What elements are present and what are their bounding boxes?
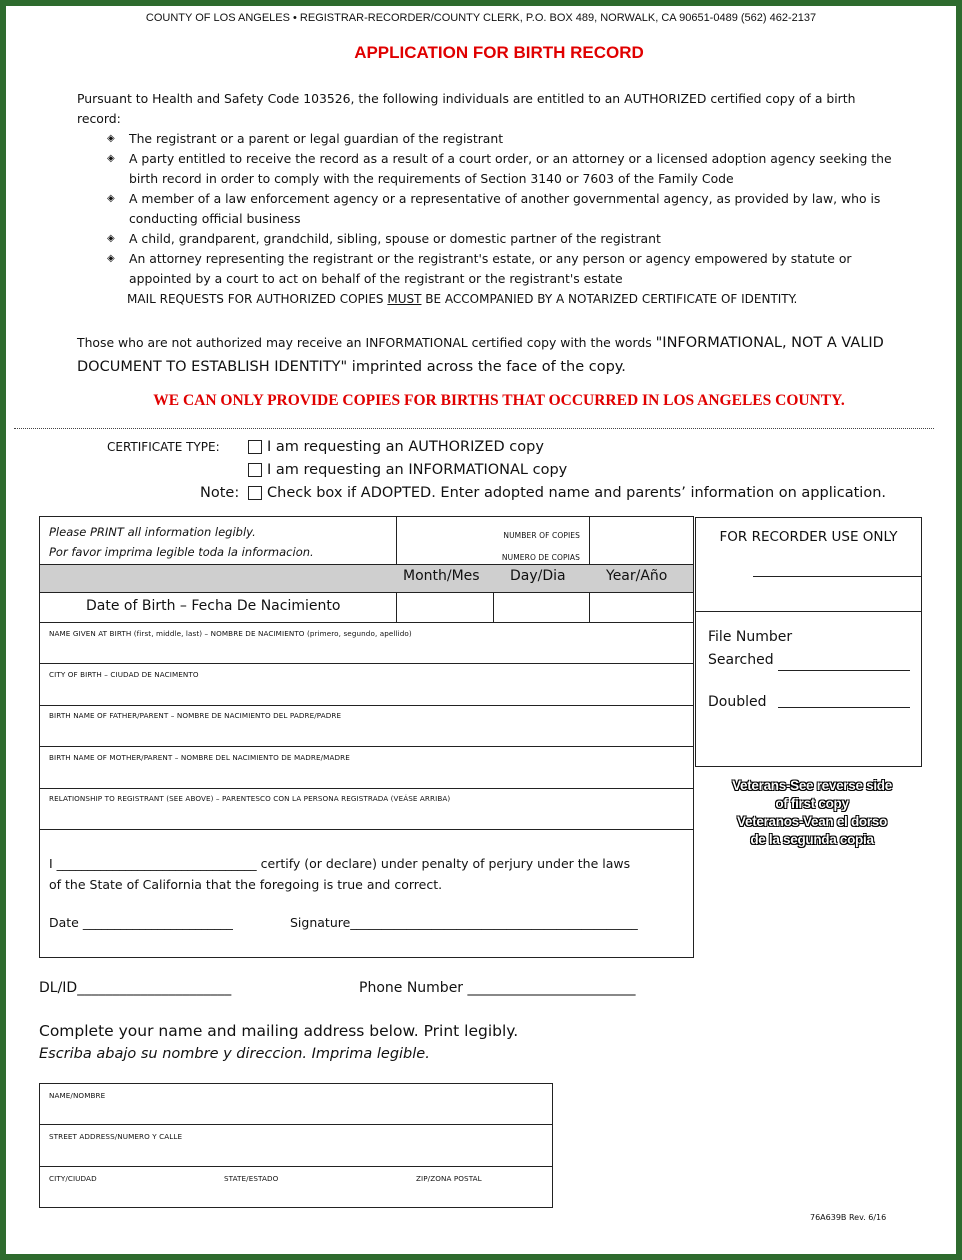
file-number-label: File Number Searched [708,629,793,668]
mail-requirement: MAIL REQUESTS FOR AUTHORIZED COPIES MUST BE ACCOMPANIED BY A NOTARIZED CERTIFICATE OF IDENTITY. [127,292,798,306]
father-name-input[interactable] [41,723,692,745]
mail-name-input[interactable] [40,1102,552,1124]
street-address-label: STREET ADDRESS/NUMERO Y CALLE [49,1132,183,1141]
date-field[interactable]: Date ________________________ [49,915,233,930]
dl-id-field[interactable]: DL/ID______________________ [39,980,232,996]
street-address-input[interactable] [40,1143,552,1165]
perjury-declaration: I ________________________________ certify (or declare) under penalty of perjury under the laws of the State of California that the foregoing is true and correct. [49,856,631,892]
zip-label: ZIP/ZONA POSTAL [416,1174,482,1183]
bullet-icon: ◈ [107,233,115,244]
copies-input[interactable] [592,519,691,561]
copies-label: NUMBER OF COPIES NUMERO DE COPIAS [501,531,580,562]
agency-header: COUNTY OF LOS ANGELES • REGISTRAR-RECORDER/COUNTY CLERK, P.O. BOX 489, NORWALK, CA 90651-0489 (562) 462-2137 [145,12,817,24]
certificate-type-label: CERTIFICATE TYPE: [107,440,220,454]
eligibility-intro: Pursuant to Health and Safety Code 103526, the following individuals are entitled to an AUTHORIZED certified copy of a birth record: [77,91,856,126]
bullet-icon: ◈ [107,133,115,144]
city-state-zip-input[interactable] [40,1185,552,1207]
birth-day-input[interactable] [495,595,587,620]
recorder-use-title: FOR RECORDER USE ONLY [719,529,898,545]
eligibility-list [107,129,897,289]
date-header-row [40,564,693,593]
city-of-birth-label: CITY OF BIRTH – CIUDAD DE NACIMENTO [49,670,199,679]
day-header: Day/Dia [510,568,566,584]
list-item: ◈ A child, grandparent, grandchild, sibling, spouse or domestic partner of the registrant [107,229,897,249]
list-item: ◈ An attorney representing the registrant or the registrant's estate, or any person or agency empowered by statute or appointed by a court to act on behalf of the registrant or the registrant's estate [107,251,852,286]
birth-year-input[interactable] [591,595,691,620]
informational-checkbox[interactable] [248,463,262,477]
doubled-line[interactable] [778,707,910,708]
bullet-icon: ◈ [107,193,115,204]
bullet-icon: ◈ [107,253,115,264]
adopted-option[interactable]: Check box if ADOPTED. Enter adopted name and parents’ information on application. [248,485,886,501]
searched-line[interactable] [778,670,910,671]
name-at-birth-input[interactable] [41,641,692,662]
mother-name-input[interactable] [41,765,692,787]
eligibility-section [77,89,897,309]
form-number: 76A639B Rev. 6/16 [810,1213,887,1222]
authorized-checkbox[interactable] [248,440,262,454]
bullet-icon: ◈ [107,153,115,164]
mailing-instructions-en: Complete your name and mailing address below. Print legibly. [39,1022,519,1040]
name-at-birth-label: NAME GIVEN AT BIRTH (first, middle, last) – NOMBRE DE NACIMIENTO (primero, segundo, apellido) [49,629,412,638]
doubled-label: Doubled [708,694,767,710]
date-of-birth-label: Date of Birth – Fecha De Nacimiento [86,598,341,614]
divider [14,428,934,429]
mother-name-label: BIRTH NAME OF MOTHER/PARENT – NOMBRE DEL NACIMIENTO DE MADRE/MADRE [49,753,350,762]
print-instructions: Please PRINT all information legibly. Por favor imprima legible toda la informacion. [49,525,314,559]
informational-note: Those who are not authorized may receive an INFORMATIONAL certified copy with the words "INFORMATIONAL, NOT A VALID DOCUMENT TO ESTABLISH IDENTITY" imprinted across the face of the copy. [77,335,884,375]
mail-name-label: NAME/NOMBRE [49,1091,106,1100]
form-title: APPLICATION FOR BIRTH RECORD [354,43,644,62]
veterans-note: Veterans-See reverse side of first copy Veteranos-Vean el dorso de la segunda copia [732,778,892,847]
month-header: Month/Mes [403,568,480,584]
county-warning: WE CAN ONLY PROVIDE COPIES FOR BIRTHS THAT OCCURRED IN LOS ANGELES COUNTY. [153,392,845,409]
note-label: Note: [200,485,240,501]
city-of-birth-input[interactable] [41,682,692,704]
authorized-option[interactable]: I am requesting an AUTHORIZED copy [248,439,544,455]
adopted-checkbox[interactable] [248,486,262,500]
year-header: Year/Año [606,568,668,584]
mailing-instructions-es: Escriba abajo su nombre y direccion. Imprima legible. [39,1046,430,1062]
list-item: ◈ The registrant or a parent or legal guardian of the registrant [107,129,897,149]
father-name-label: BIRTH NAME OF FATHER/PARENT – NOMBRE DE NACIMIENTO DEL PADRE/PADRE [49,711,342,720]
relationship-input[interactable] [41,806,692,828]
list-item: ◈ A party entitled to receive the record as a result of a court order, or an attorney or a licensed adoption agency seeking the birth record in order to comply with the requirements of Section 3140 or 7603 of the Family Code [107,151,892,186]
birth-month-input[interactable] [398,595,491,620]
list-item: ◈ A member of a law enforcement agency or a representative of another governmental agency, as provided by law, who is conducting official business [107,191,881,226]
city-label: CITY/CIUDAD [49,1174,97,1183]
informational-option[interactable]: I am requesting an INFORMATIONAL copy [248,462,567,478]
phone-number-field[interactable]: Phone Number ________________________ [359,980,636,996]
signature-field[interactable]: Signature______________________________________________ [290,915,638,930]
relationship-label: RELATIONSHIP TO REGISTRANT (SEE ABOVE) – PARENTESCO CON LA PERSONA REGISTRADA (VEÁSE ARRIBA) [49,794,451,803]
state-label: STATE/ESTADO [224,1174,279,1183]
